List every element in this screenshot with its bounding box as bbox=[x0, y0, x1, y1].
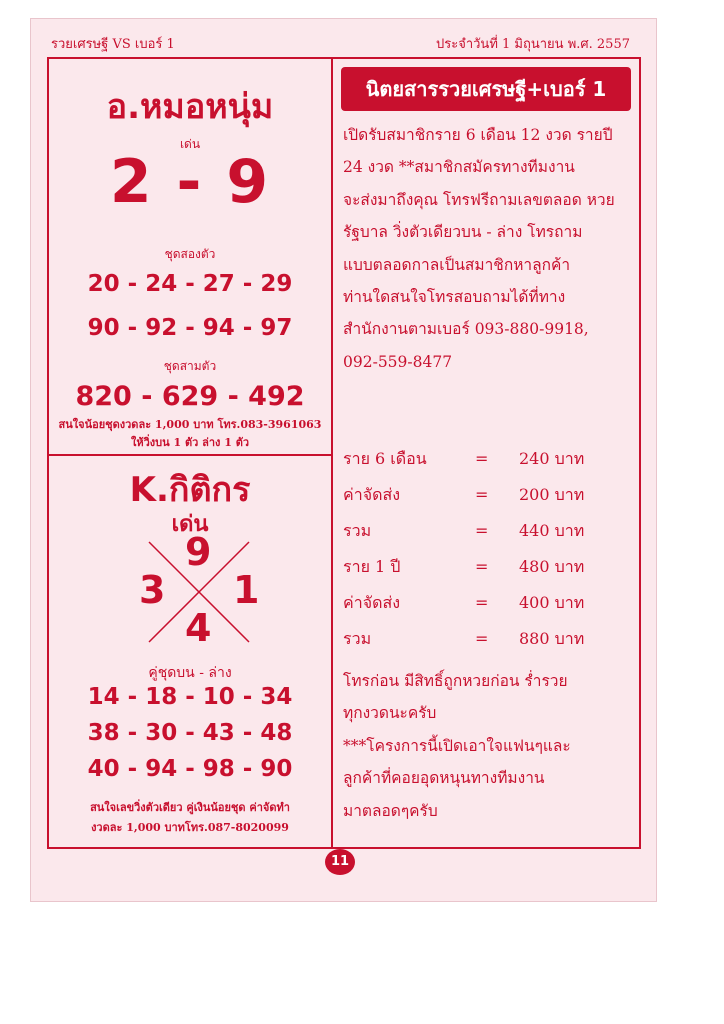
pattern-right: 1 bbox=[233, 568, 260, 612]
right-column bbox=[333, 59, 639, 847]
content-frame bbox=[47, 57, 641, 849]
paragraph-line: รัฐบาล วิ่งตัวเดียวบน - ล่าง โทรถาม bbox=[343, 223, 583, 242]
paragraph-line: แบบตลอดกาลเป็นสมาชิกหาลูกค้า bbox=[343, 255, 571, 274]
pairs-line-3: 40 - 94 - 98 - 90 bbox=[87, 756, 293, 782]
pattern-top: 9 bbox=[185, 530, 212, 574]
price-row bbox=[343, 549, 629, 585]
price-equals: = bbox=[475, 449, 489, 468]
price-equals: = bbox=[475, 521, 489, 540]
paragraph-line: ทุกงวดนะครับ bbox=[343, 704, 437, 723]
pairs-line-1: 14 - 18 - 10 - 34 bbox=[87, 684, 293, 710]
two-digit-line-2: 90 - 92 - 94 - 97 bbox=[87, 315, 293, 341]
contact-note-1: สนใจเลขวิ่งตัวเดียว คู่เงินน้อยชุด ค่าจัดทำ bbox=[90, 801, 290, 814]
contact-note-2: ให้วิ่งบน 1 ตัว ล่าง 1 ตัว bbox=[130, 436, 250, 449]
header-date: ประจำวันที่ 1 มิถุนายน พ.ศ. 2557 bbox=[436, 37, 630, 52]
header-title: รวยเศรษฐี VS เบอร์ 1 bbox=[51, 37, 175, 52]
price-row bbox=[343, 477, 629, 513]
paragraph-line: ท่านใดสนใจโทรสอบถามได้ที่ทาง bbox=[343, 288, 566, 307]
pairs-line-2: 38 - 30 - 43 - 48 bbox=[87, 720, 293, 746]
lead-label: เด่น bbox=[171, 511, 209, 537]
price-amount: 240 บาท bbox=[519, 449, 585, 468]
price-row bbox=[343, 513, 629, 549]
left-column bbox=[49, 59, 333, 847]
subscription-paragraph bbox=[343, 119, 631, 378]
price-label: ค่าจัดส่ง bbox=[343, 485, 401, 504]
price-label: ราย 6 เดือน bbox=[343, 449, 427, 468]
price-row bbox=[343, 441, 629, 477]
page-number: 11 bbox=[325, 849, 355, 875]
contact-note-2: งวดละ 1,000 บาทโทร.087-8020099 bbox=[91, 821, 289, 834]
pattern-bottom: 4 bbox=[185, 606, 212, 650]
two-digit-line-1: 20 - 24 - 27 - 29 bbox=[87, 271, 293, 297]
price-equals: = bbox=[475, 557, 489, 576]
price-equals: = bbox=[475, 593, 489, 612]
price-amount: 400 บาท bbox=[519, 593, 585, 612]
lead-numbers: 2 - 9 bbox=[109, 147, 271, 217]
price-amount: 200 บาท bbox=[519, 485, 585, 504]
paragraph-line: เปิดรับสมาชิกราย 6 เดือน 12 งวด รายปี bbox=[343, 126, 613, 144]
price-amount: 440 บาท bbox=[519, 521, 585, 540]
price-equals: = bbox=[475, 485, 489, 504]
price-label: ค่าจัดส่ง bbox=[343, 593, 401, 612]
paragraph-line: 24 งวด **สมาชิกสมัครทางทีมงาน bbox=[343, 158, 575, 177]
price-equals: = bbox=[475, 629, 489, 648]
section-title: อ.หมอหนุ่ม bbox=[106, 87, 274, 127]
paragraph-line: โทรก่อน มีสิทธิ์ถูกหวยก่อน ร่ำรวย bbox=[343, 672, 568, 690]
two-digit-label: ชุดสองตัว bbox=[164, 247, 216, 261]
lead-label: เด่น bbox=[179, 137, 201, 151]
pairs-label: คู่ชุดบน - ล่าง bbox=[148, 665, 232, 681]
price-amount: 480 บาท bbox=[519, 557, 585, 576]
paragraph-line: มาตลอดๆครับ bbox=[343, 801, 438, 820]
price-label: ราย 1 ปี bbox=[343, 557, 401, 576]
price-row bbox=[343, 621, 629, 657]
paragraph-line: 092-559-8477 bbox=[343, 352, 453, 371]
pattern-left: 3 bbox=[139, 568, 166, 612]
paragraph-line: สำนักงานตามเบอร์ 093-880-9918, bbox=[343, 320, 589, 339]
three-digit-numbers: 820 - 629 - 492 bbox=[75, 381, 305, 412]
section-kitikorn bbox=[49, 456, 331, 847]
paragraph-line: จะส่งมาถึงคุณ โทรฟรีถามเลขตลอด หวย bbox=[343, 190, 615, 209]
paragraph-line: ลูกค้าที่คอยอุดหนุนทางทีมงาน bbox=[343, 769, 545, 788]
magazine-title-banner: นิตยสารรวยเศรษฐี+เบอร์ 1 bbox=[341, 67, 631, 111]
section-mor-num bbox=[49, 59, 331, 456]
price-label: รวม bbox=[343, 629, 372, 648]
three-digit-label: ชุดสามตัว bbox=[163, 359, 217, 373]
paragraph-line: ***โครงการนี้เปิดเอาใจแฟนๆและ bbox=[343, 736, 571, 755]
section-title: K.กิติกร bbox=[129, 470, 251, 510]
price-amount: 880 บาท bbox=[519, 629, 585, 648]
magazine-page bbox=[30, 18, 657, 902]
price-row bbox=[343, 585, 629, 621]
closing-paragraph bbox=[343, 665, 631, 827]
price-label: รวม bbox=[343, 521, 372, 540]
cross-number-pattern bbox=[139, 530, 260, 650]
contact-note-1: สนใจน้อยชุดงวดละ 1,000 บาท โทร.083-3961063 bbox=[58, 418, 322, 431]
